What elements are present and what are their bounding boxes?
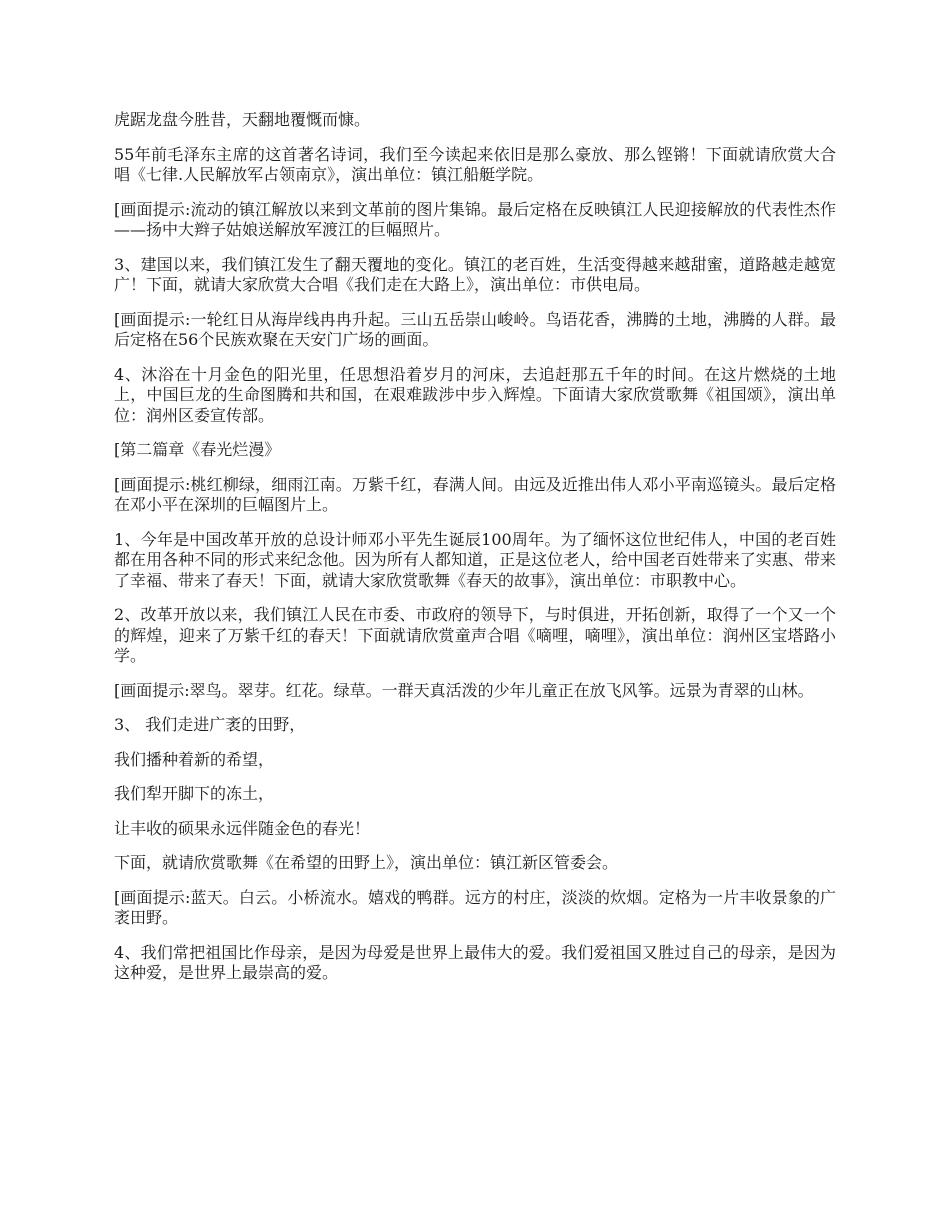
paragraph-item-1: 1、今年是中国改革开放的总设计师邓小平先生诞辰100周年。为了缅怀这位世纪伟人，中国的老百姓都在用各种不同的形式来纪念他。因为所有人都知道，正是这位老人，给中国老百姓带来了实惠、带来了幸福、带来了春天！下面，就请大家欣赏歌舞《春天的故事》，演出单位：市职教中心。 bbox=[114, 529, 836, 590]
paragraph-intro-nanjing: 55年前毛泽东主席的这首著名诗词，我们至今读起来依旧是那么豪放、那么铿锵！下面就请欣赏大合唱《七律.人民解放军占领南京》，演出单位：镇江船艇学院。 bbox=[114, 144, 836, 184]
paragraph-scene-cue: [画面提示:翠鸟。翠芽。红花。绿草。一群天真活泼的少年儿童正在放飞风筝。远景为青翠的山林。 bbox=[114, 680, 814, 700]
paragraph-verse-line: 让丰收的硕果永远伴随金色的春光！ bbox=[114, 818, 371, 838]
paragraph-verse-line: 我们播种着新的希望， bbox=[114, 749, 275, 769]
paragraph-scene-cue: [画面提示:蓝天。白云。小桥流水。嬉戏的鸭群。远方的村庄，淡淡的炊烟。定格为一片丰收景象的广袤田野。 bbox=[114, 887, 836, 927]
paragraph-item-3: 3、建国以来，我们镇江发生了翻天覆地的变化。镇江的老百姓，生活变得越来越甜蜜，道路越走越宽广！下面，就请大家欣赏大合唱《我们走在大路上》，演出单位：市供电局。 bbox=[114, 254, 836, 294]
paragraph-performance-intro: 下面，就请欣赏歌舞《在希望的田野上》，演出单位：镇江新区管委会。 bbox=[114, 853, 619, 872]
paragraph-scene-cue: [画面提示:流动的镇江解放以来到文革前的图片集锦。最后定格在反映镇江人民迎接解放的代表性杰作——扬中大辫子姑娘送解放军渡江的巨幅照片。 bbox=[114, 199, 836, 239]
paragraph-verse-line: 3、 我们走进广袤的田野， bbox=[114, 715, 306, 734]
paragraph-chapter-heading: [第二篇章《春光烂漫》 bbox=[114, 440, 281, 459]
paragraph-poem-line: 虎踞龙盘今胜昔，天翻地覆慨而慷。 bbox=[114, 110, 371, 129]
paragraph-verse-line: 我们犁开脚下的冻土， bbox=[114, 784, 275, 803]
paragraph-scene-cue: [画面提示:桃红柳绿，细雨江南。万紫千红，春满人间。由远及近推出伟人邓小平南巡镜头。最后定格在邓小平在深圳的巨幅图片上。 bbox=[114, 474, 836, 514]
document-body bbox=[114, 110, 836, 998]
paragraph-scene-cue: [画面提示:一轮红日从海岸线冉冉升起。三山五岳崇山峻岭。鸟语花香，沸腾的土地，沸腾的人群。最后定格在56个民族欢聚在天安门广场的画面。 bbox=[114, 309, 836, 349]
paragraph-item-4: 4、沐浴在十月金色的阳光里，任思想沿着岁月的河床，去追赶那五千年的时间。在这片燃烧的土地上，中国巨龙的生命图腾和共和国，在艰难跋涉中步入辉煌。下面请大家欣赏歌舞《祖国颂》，演出单位：润州区委宣传部。 bbox=[114, 364, 836, 425]
paragraph-item-2: 2、改革开放以来，我们镇江人民在市委、市政府的领导下，与时俱进，开拓创新，取得了一个又一个的辉煌，迎来了万紫千红的春天！下面就请欣赏童声合唱《嘀哩，嘀哩》，演出单位：润州区宝塔路小学。 bbox=[114, 605, 836, 665]
paragraph-item-4-motherland: 4、我们常把祖国比作母亲，是因为母爱是世界上最伟大的爱。我们爱祖国又胜过自己的母亲，是因为这种爱，是世界上最崇高的爱。 bbox=[114, 942, 836, 982]
